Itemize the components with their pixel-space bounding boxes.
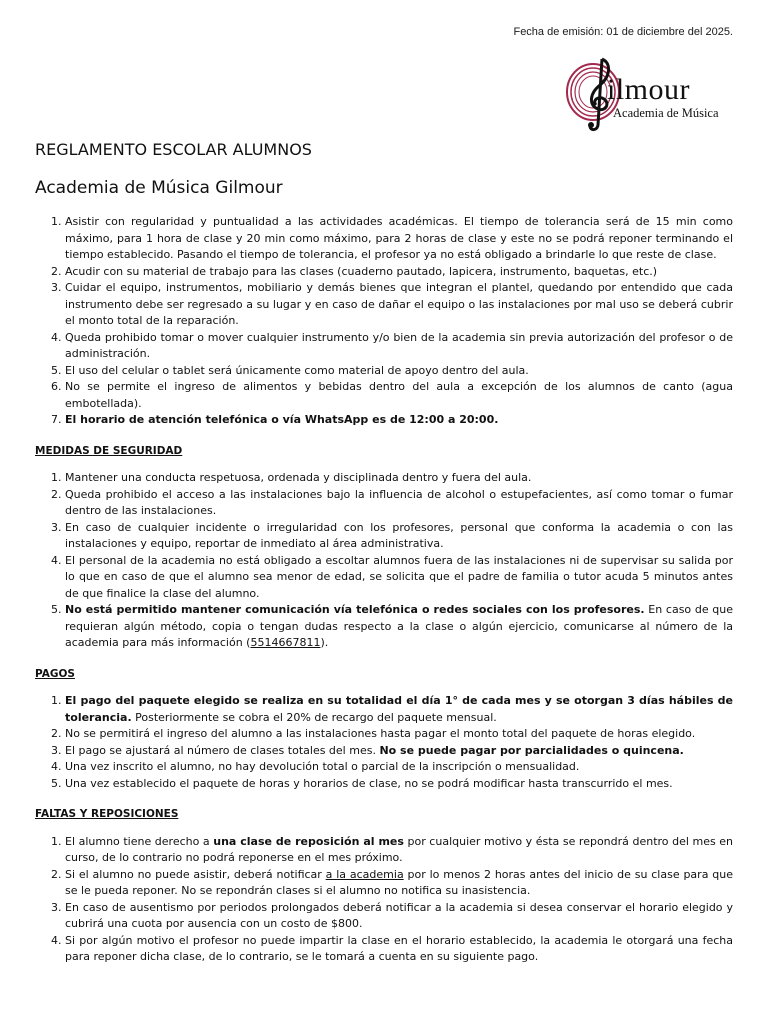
list-item [65,834,733,867]
list-item: 6. No se permite el ingreso de alimentos y bebidas dentro del aula a excepción de los alumnos de canto (agua embotellada). [65,379,733,412]
list-item [65,743,733,760]
list-item-text: El pago se ajustará al número de clases totales del mes. [65,743,380,757]
list-item-bold: No se puede pagar por parcialidades o quincena. [379,743,684,757]
list-item-bold: una clase de reposición al mes [213,834,404,848]
security-list [35,470,733,652]
list-item: 4. Queda prohibido tomar o mover cualquier instrumento y/o bien de la academia sin previa autorización del profesor o de administración. [65,330,733,363]
list-item-text: por lo menos 2 horas antes del inicio de su clase para que se le pueda reponer. No se repondrán clases si el alumno no notifica su inasistencia. [65,867,733,897]
list-item-text: por cualquier motivo y ésta se repondrá dentro del mes en curso, de lo contrario no podrá reponerse en el mes próximo. [65,834,734,864]
logo-subtitle: Academia de Música [613,106,719,120]
list-item: 2. Acudir con su material de trabajo para las clases (cuaderno pautado, lapicera, instrumento, baquetas, etc.) [65,264,733,281]
list-item-bold: No está permitido mantener comunicación vía telefónica o redes sociales con los profesores. [65,603,645,616]
list-item: 3. Cuidar el equipo, instrumentos, mobiliario y demás bienes que integran el plantel, quedando por entendido que cada instrumento debe ser regresado a su lugar y en caso de dañar el equipo o las instalaciones por mal uso se deberá cubrir el monto total de la reparación. [65,280,733,330]
document-body [35,214,733,966]
list-item-bold: El horario de atención telefónica o vía WhatsApp es de 12:00 a 20:00. [65,413,499,426]
academy-link[interactable]: a la academia [325,867,404,881]
general-rules-list [35,214,733,429]
list-item-text: El alumno tiene derecho a [65,834,214,848]
payments-heading: PAGOS [35,667,75,680]
list-item-text: Si el alumno no puede asistir, deberá notificar [65,867,326,881]
security-heading: MEDIDAS DE SEGURIDAD [35,444,183,457]
list-item: 4. El personal de la academia no está obligado a escoltar alumnos fuera de las instalaciones ni de supervisar su salida por lo que en caso de que el alumno sea menor de edad, se solicita que el padre de familia o tutor acuda 5 minutos antes de que finalice la clase del alumno. [65,553,733,603]
list-item [65,602,733,652]
document-subtitle: Academia de Música Gilmour [35,178,283,198]
phone-link[interactable]: 5514667811 [250,636,321,649]
list-item: 1. Mantener una conducta respetuosa, ordenada y disciplinada dentro y fuera del aula. [65,470,733,487]
list-item: 2. No se permitirá el ingreso del alumno a las instalaciones hasta pagar el monto total del paquete de horas elegido. [65,726,733,743]
absences-list [35,834,733,966]
list-item: 5. El uso del celular o tablet será únicamente como material de apoyo dentro del aula. [65,363,733,380]
logo-brand-text: ilmour [607,73,690,106]
payments-list [35,693,733,792]
list-item: 1. Asistir con regularidad y puntualidad a las actividades académicas. El tiempo de tolerancia será de 15 min como máximo, para 1 hora de clase y 20 min como máximo, para 2 horas de clase y este no se podrá reponer terminando el tiempo establecido. Pasando el tiempo de tolerancia, el profesor ya no está obligado a brindarle lo que reste de clase. [65,214,733,264]
list-item-bold: El pago del paquete elegido se realiza en su totalidad el día 1° de cada mes y se otorgan 3 días hábiles de tolerancia. [65,694,733,724]
list-item-text: Posteriormente se cobra el 20% de recargo del paquete mensual. [131,710,497,724]
absences-heading: FALTAS Y REPOSICIONES [35,808,179,820]
list-item [65,412,733,429]
issue-date: Fecha de emisión: 01 de diciembre del 2025. [513,26,733,38]
list-item [65,693,733,726]
list-item-text: En caso de que requieran algún método, copia o tengan dudas respecto a la clase o algún ejercicio, comunicarse al número de la academia para más información ( [65,603,733,649]
list-item: 2. Queda prohibido el acceso a las instalaciones bajo la influencia de alcohol o estupefacientes, así como tomar o fumar dentro de las instalaciones. [65,487,733,520]
academy-logo [560,55,740,133]
list-item: 3. En caso de cualquier incidente o irregularidad con los profesores, personal que conforma la academia o con las instalaciones y equipo, reportar de inmediato al área administrativa. [65,520,733,553]
list-item: 5. Una vez establecido el paquete de horas y horarios de clase, no se podrá modificar hasta transcurrido el mes. [65,776,733,793]
list-item [65,867,733,900]
list-item: 4. Si por algún motivo el profesor no puede impartir la clase en el horario establecido, la academia le otorgará una fecha para reponer dicha clase, de lo contrario, se le tomará a cuenta en su siguiente pago. [65,933,733,966]
list-item: 3. En caso de ausentismo por periodos prolongados deberá notificar a la academia si desea conservar el horario elegido y cubrirá una cuota por ausencia con un costo de $800. [65,900,733,933]
list-item-text: ). [320,636,329,649]
list-item: 4. Una vez inscrito el alumno, no hay devolución total o parcial de la inscripción o mensualidad. [65,759,733,776]
document-title: REGLAMENTO ESCOLAR ALUMNOS [35,140,312,159]
